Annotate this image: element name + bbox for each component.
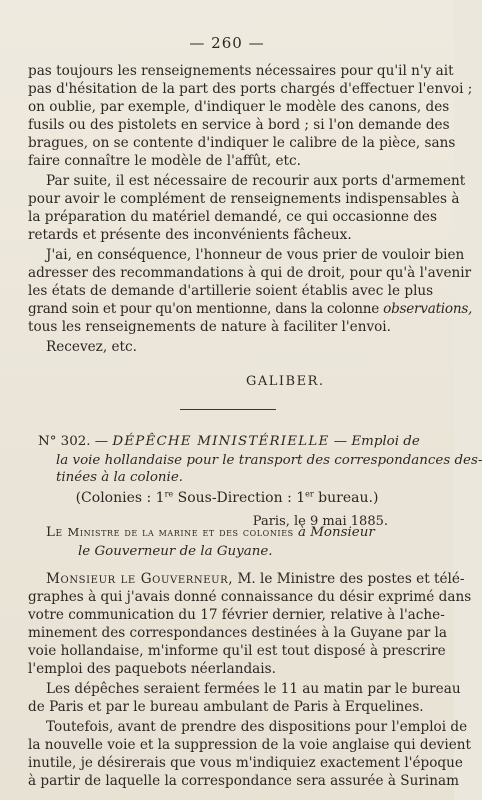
text-line: fusils ou des pistolets en service à bord ; si l'on demande des [28, 117, 450, 133]
text-line [46, 570, 465, 588]
dispatch-subject-line: tinées à la colonie. [56, 470, 184, 485]
text-line: on oublie, par exemple, d'indiquer le modèle des canons, des [28, 99, 450, 115]
text-line: la nouvelle voie et la suppression de la voie anglaise qui devient [28, 737, 471, 753]
emphasis-observations: observations, [383, 301, 473, 317]
address-gouverneur: le Gouverneur de la Guyane. [78, 544, 273, 559]
dash: — [90, 434, 113, 449]
text-line: Les dépêches seraient fermées le 11 au matin par le bureau [46, 681, 461, 697]
text-line: l'emploi des paquebots néerlandais. [28, 661, 276, 677]
text-line: graphes à qui j'avais donné connaissance du désir exprimé dans [28, 589, 472, 605]
dispatch-subject: Emploi de [351, 434, 420, 449]
dash: — [329, 434, 352, 449]
text-line: pas d'hésitation de la part des ports chargés d'effectuer l'envoi ; [28, 81, 473, 97]
text-line: la préparation du matériel demandé, ce qui occasionne des [28, 209, 437, 225]
direction-text: bureau.) [313, 490, 379, 506]
address-a: à [293, 525, 311, 540]
superscript: re [164, 489, 174, 499]
direction-text: Sous-Direction : 1 [173, 490, 306, 506]
address-line [78, 542, 460, 561]
text-span: grand soin et pour qu'on mentionne, dans la colonne [28, 301, 384, 317]
direction-text: (Colonies : 1 [75, 490, 165, 506]
dispatch-title: DÉPÊCHE MINISTÉRIELLE [112, 434, 330, 449]
page-number: — 260 — [189, 34, 265, 52]
address-ministre: Ministre de la marine et des colonies [67, 525, 294, 539]
text-line: inutile, je désirerais que vous m'indiquiez exactement l'époque [28, 755, 463, 771]
text-line: pas toujours les renseignements nécessaires pour qu'il n'y ait [28, 63, 454, 79]
address-line [46, 523, 428, 542]
text-span: M. le Ministre des postes et télé- [233, 571, 465, 587]
address-le: Le [46, 525, 68, 540]
text-line: faire connaître le modèle de l'affût, etc. [28, 153, 301, 169]
signature: GALIBER. [246, 374, 325, 389]
text-line: retards et présente des inconvénients fâcheux. [28, 227, 352, 243]
section-divider [180, 409, 276, 410]
text-line [28, 300, 473, 318]
superscript: er [305, 489, 314, 499]
dispatch-date: Paris, le 9 mai 1885. [252, 514, 388, 529]
text-line: J'ai, en conséquence, l'honneur de vous prier de vouloir bien [46, 247, 465, 263]
dispatch-subject-line: la voie hollandaise pour le transport des correspondances des- [56, 453, 482, 468]
text-line: votre communication du 17 février dernier, relative à l'ache- [28, 607, 445, 623]
text-line: voie hollandaise, m'informe qu'il est tout disposé à prescrire [28, 643, 446, 659]
text-line: pour avoir le complément de renseignements indispensables à [28, 191, 460, 207]
dispatch-heading [38, 432, 428, 451]
text-line: Par suite, il est nécessaire de recourir aux ports d'armement [46, 173, 466, 189]
text-line: les états de demande d'artillerie soient établis avec le plus [28, 283, 434, 299]
text-line: minement des correspondances destinées à la Guyane par la [28, 625, 447, 641]
text-line: de Paris et par le bureau ambulant de Paris à Erquelines. [28, 699, 424, 715]
direction-line [0, 490, 454, 506]
text-line: à partir de laquelle la correspondance sera assurée à Surinam [28, 773, 459, 789]
text-line: bragues, on se contente d'indiquer le calibre de la pièce, sans [28, 135, 456, 151]
dispatch-number: N° 302. [38, 434, 91, 449]
text-line: Toutefois, avant de prendre des dispositions pour l'emploi de [46, 719, 468, 735]
text-line: tous les renseignements de nature à faciliter l'envoi. [28, 319, 391, 335]
salutation: Monsieur le Gouverneur, [46, 571, 234, 587]
text-line: adresser des recommandations à qui de droit, pour qu'à l'avenir [28, 265, 472, 281]
closing-line: Recevez, etc. [46, 339, 137, 355]
address-monsieur: Monsieur [310, 525, 375, 540]
